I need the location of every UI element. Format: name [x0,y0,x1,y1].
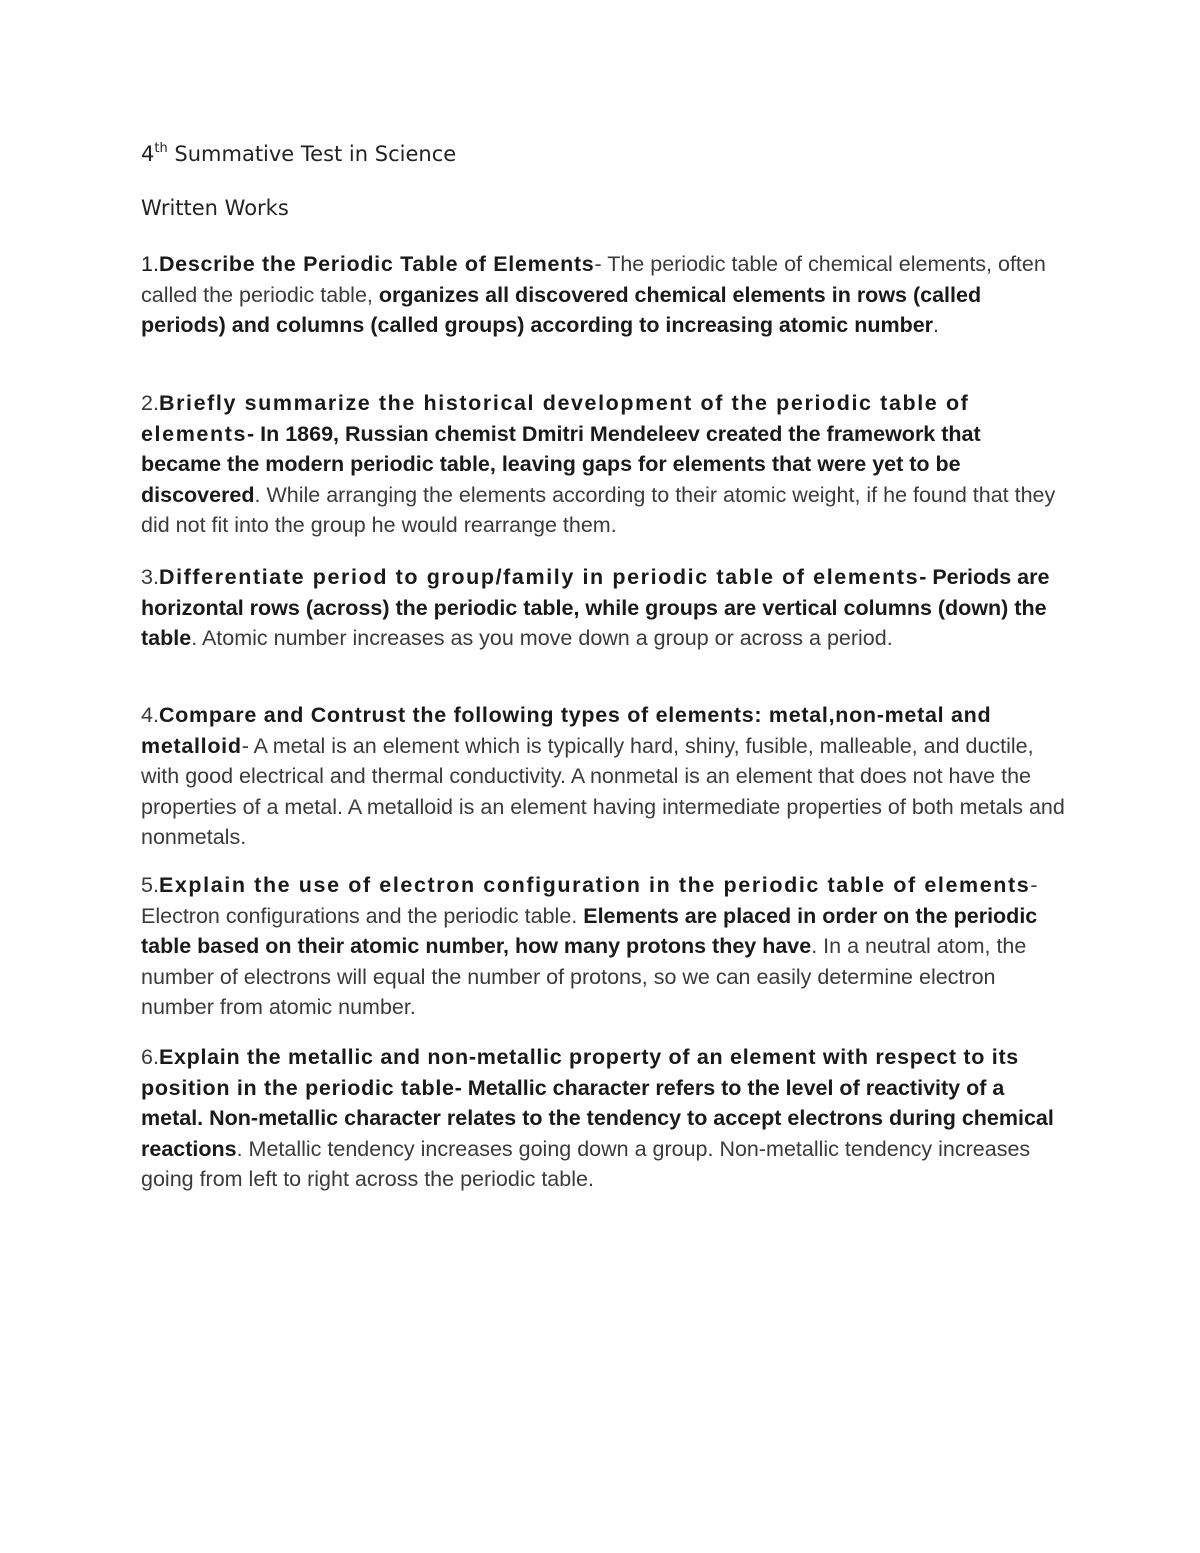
title-text: Summative Test in Science [167,142,457,166]
question-text: Compare and Contrust the following types of elements: metal,non-metal and metalloid [141,703,992,758]
question-item-1 [141,249,1066,341]
title-superscript: th [154,141,168,156]
title-number: 4 [141,142,155,166]
answer-emphasis: Elements are placed in order on the periodic table based on their atomic number, how many protons they have [141,903,1038,958]
question-number: 6. [141,1045,159,1069]
question-text: Describe the Periodic Table of Elements [158,252,595,276]
question-number: 5. [141,873,159,897]
question-item-5 [141,870,1066,1023]
answer-text: - The periodic table of chemical elements, often called the periodic table, [141,252,1046,307]
answer-emphasis: - Metallic character refers to the level of reactivity of a metal. Non-metallic character relates to the tendency to accept electrons during chemical reactions [141,1075,1054,1161]
question-number: 3. [141,565,159,589]
answer-text: - Electron configurations and the periodic table. [141,873,1038,928]
question-text: Explain the metallic and non-metallic property of an element with respect to its position in the periodic table [141,1045,1019,1100]
question-number: 4. [141,703,159,727]
answer-text: . In a neutral atom, the number of electrons will equal the number of protons, so we can easily determine electron number from atomic number. [141,934,1027,1019]
question-item-3 [141,562,1066,654]
answer-text: . Atomic number increases as you move down a group or across a period. [191,626,893,650]
answer-text: . Metallic tendency increases going down a group. Non-metallic tendency increases going from left to right across the periodic table. [141,1136,1031,1191]
answer-text: - A metal is an element which is typically hard, shiny, fusible, malleable, and ductile, with good electrical and thermal conductivity. A nonmetal is an element that does not have the properties of a metal. A metalloid is an element having intermediate properties of both metals and nonmetals. [141,733,1065,849]
answer-text: . [933,313,940,337]
page-subtitle: Written Works [141,196,289,220]
answer-text: . While arranging the elements according to their atomic weight, if he found that they did not fit into the group he would rearrange them. [141,482,1056,537]
answer-emphasis: organizes all discovered chemical elements in rows (called periods) and columns (called groups) according to increasing atomic number [141,282,982,337]
page-title [141,142,456,166]
question-text: Explain the use of electron configuration in the periodic table of elements [158,873,1031,897]
answer-emphasis: - Periods are horizontal rows (across) the periodic table, while groups are vertical columns (down) the table [141,565,1050,650]
question-text: Differentiate period to group/family in periodic table of elements [158,565,920,589]
question-item-4 [141,700,1066,853]
question-number: 1. [141,252,159,276]
question-number: 2. [141,391,159,415]
answer-emphasis: - In 1869, Russian chemist Dmitri Mendeleev created the framework that became the modern periodic table, leaving gaps for elements that were yet to be discovered [141,421,981,507]
question-item-2 [141,388,1066,541]
question-text: Briefly summarize the historical development of the periodic table of elements [141,391,970,446]
question-item-6 [141,1042,1066,1195]
